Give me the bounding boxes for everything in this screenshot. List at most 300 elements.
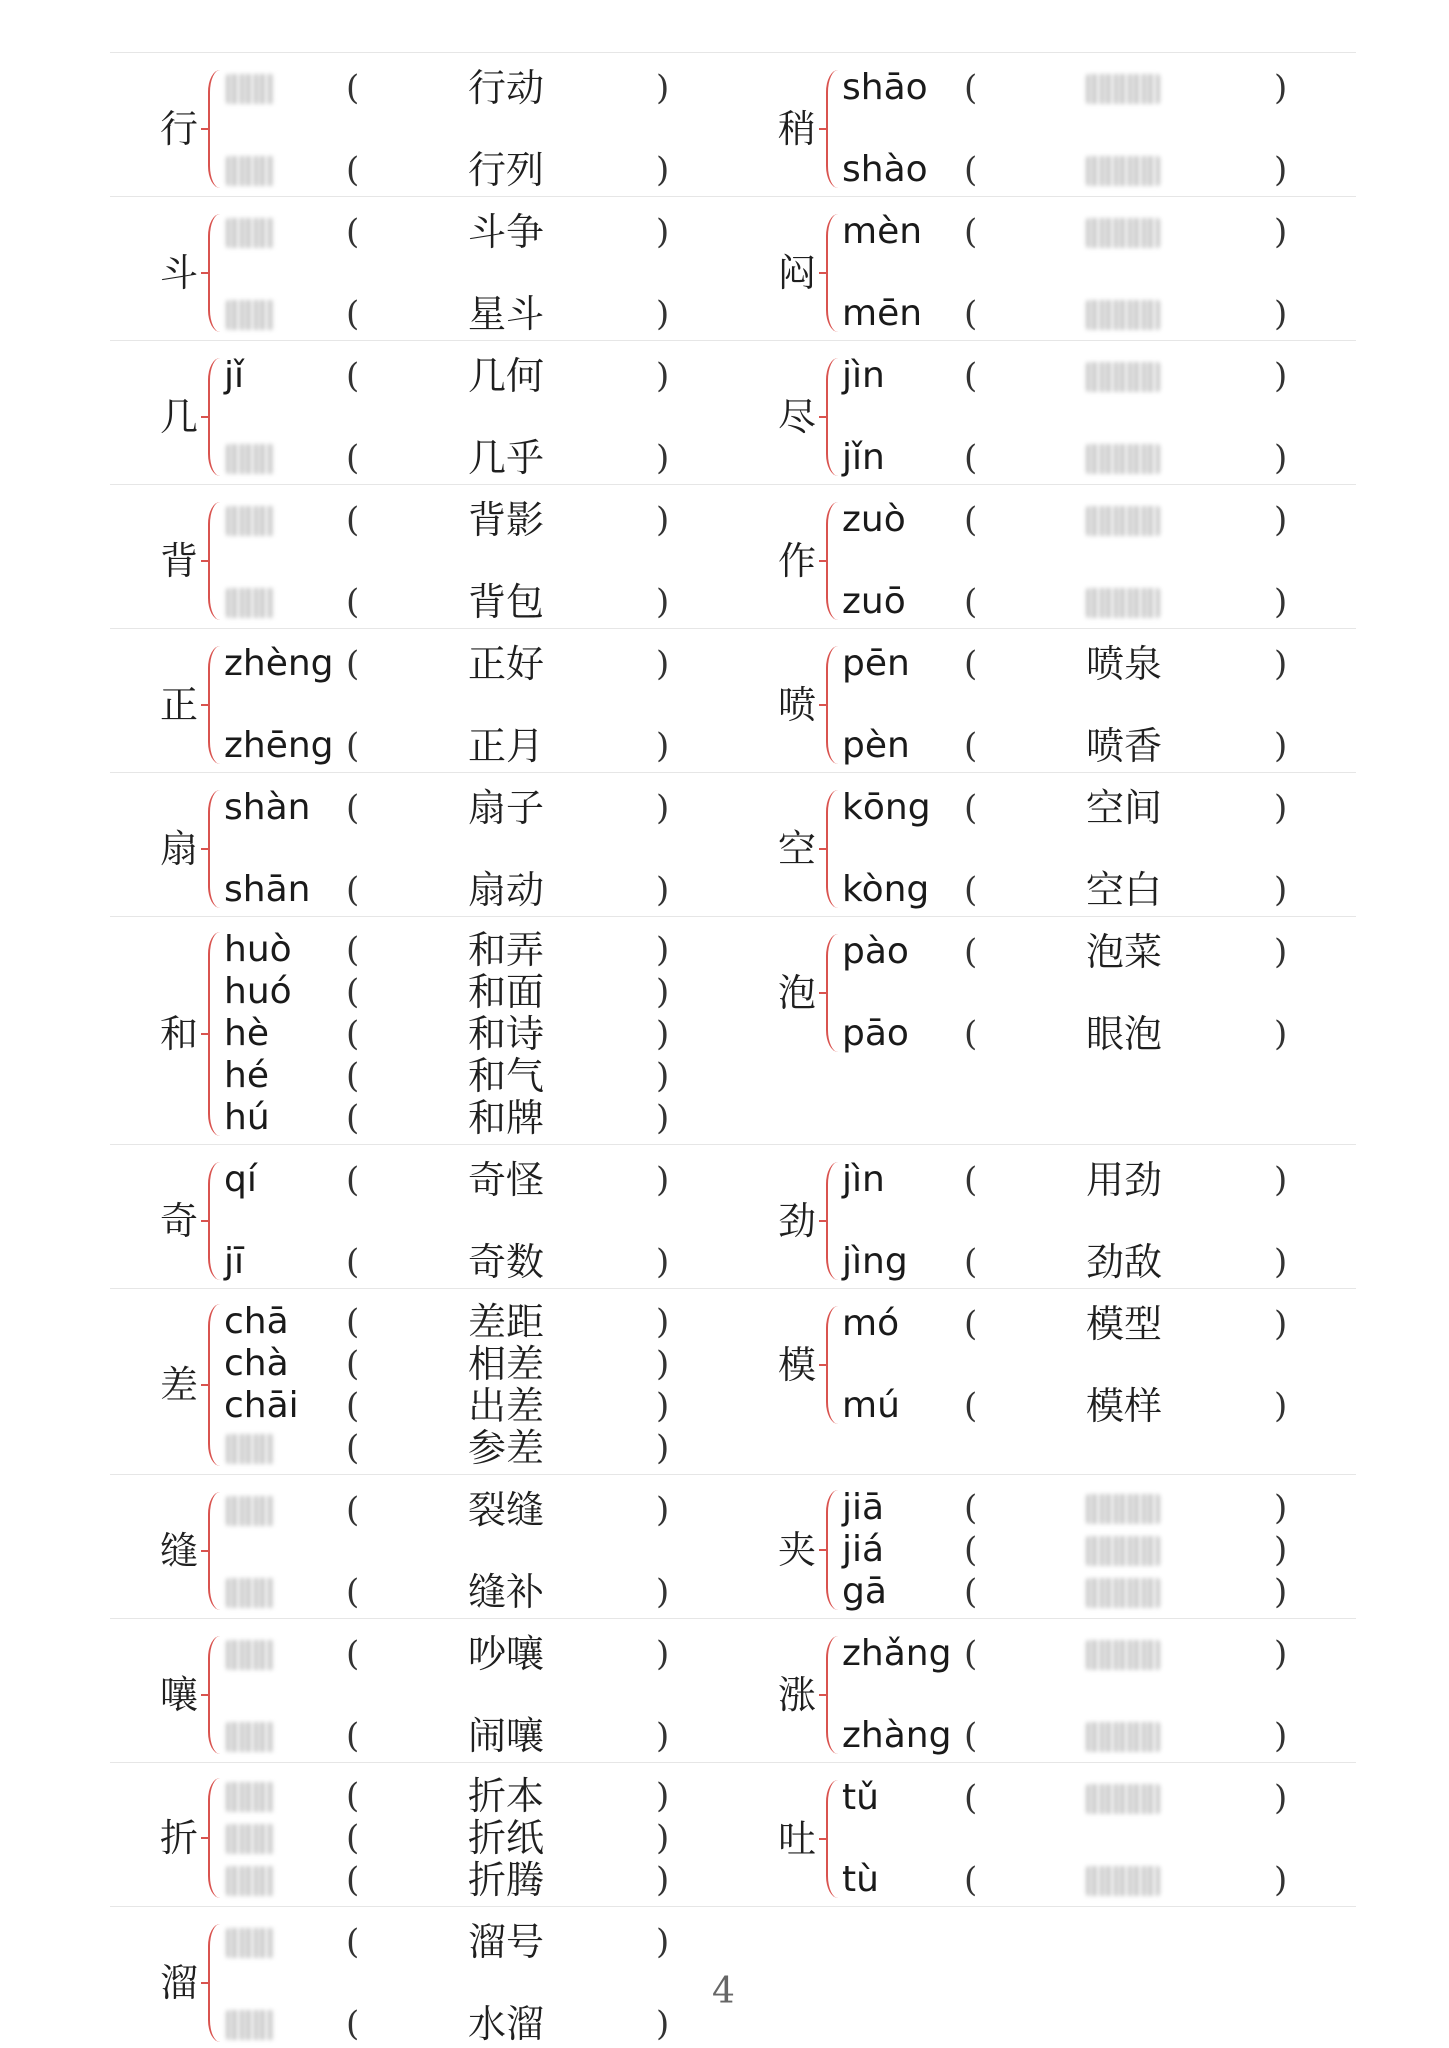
open-paren: ( [346, 582, 360, 622]
example-word: 折纸 [468, 1816, 545, 1860]
example-word: 背包 [468, 580, 545, 624]
example-word: 裂缝 [468, 1488, 545, 1532]
obscured-word [1086, 444, 1160, 474]
reading-line [842, 436, 1294, 480]
open-paren: ( [964, 870, 978, 910]
pinyin: hé [224, 1055, 269, 1096]
open-paren: ( [346, 68, 360, 108]
reading-line [842, 1384, 1294, 1428]
reading-line [842, 1528, 1294, 1572]
example-word: 溜号 [468, 1920, 545, 1964]
example-word: 劲敌 [1086, 1240, 1163, 1284]
close-paren: ) [656, 1428, 670, 1468]
example-word: 正好 [468, 642, 545, 686]
reading-line [224, 2002, 676, 2046]
close-paren: ) [1274, 1488, 1288, 1528]
open-paren: ( [964, 212, 978, 252]
reading-line [224, 1488, 676, 1532]
close-paren: ) [1274, 1778, 1288, 1818]
example-word: 水溜 [468, 2002, 545, 2046]
row-divider [110, 1618, 1356, 1619]
close-paren: ) [656, 972, 670, 1012]
red-brace-icon [826, 214, 842, 332]
close-paren: ) [656, 788, 670, 828]
close-paren: ) [656, 1098, 670, 1138]
reading-line [224, 148, 676, 192]
reading-line [224, 1158, 676, 1202]
reading-line [224, 292, 676, 336]
obscured-pinyin [226, 1640, 274, 1670]
polyphone-character: 涨 [778, 1673, 817, 1717]
open-paren: ( [346, 788, 360, 828]
example-word: 和牌 [468, 1096, 545, 1140]
open-paren: ( [964, 294, 978, 334]
red-brace-icon [208, 502, 224, 620]
open-paren: ( [346, 1572, 360, 1612]
red-brace-icon [826, 1306, 842, 1424]
polyphone-character: 泡 [778, 971, 817, 1015]
reading-line [224, 498, 676, 542]
row-divider [110, 628, 1356, 629]
open-paren: ( [346, 972, 360, 1012]
open-paren: ( [346, 1344, 360, 1384]
example-word: 眼泡 [1086, 1012, 1163, 1056]
open-paren: ( [346, 1242, 360, 1282]
example-word: 吵嚷 [468, 1632, 545, 1676]
page-number: 4 [712, 1971, 735, 2012]
red-brace-icon [826, 934, 842, 1052]
pinyin: shào [842, 149, 928, 190]
close-paren: ) [1274, 1860, 1288, 1900]
example-word: 和气 [468, 1054, 545, 1098]
reading-line [842, 1486, 1294, 1530]
reading-line [224, 1816, 676, 1860]
close-paren: ) [1274, 1572, 1288, 1612]
obscured-pinyin [226, 1866, 274, 1896]
reading-line [224, 1384, 676, 1428]
example-word: 缝补 [468, 1570, 545, 1614]
pinyin: jìn [842, 1159, 885, 1200]
example-word: 差距 [468, 1300, 545, 1344]
reading-line [842, 1714, 1294, 1758]
pinyin: tù [842, 1859, 879, 1900]
reading-line [224, 66, 676, 110]
red-brace-icon [208, 358, 224, 476]
red-brace-icon [208, 932, 224, 1136]
open-paren: ( [346, 1386, 360, 1426]
obscured-word [1086, 1866, 1160, 1896]
pinyin: zhèng [224, 643, 334, 684]
close-paren: ) [1274, 644, 1288, 684]
example-word: 折本 [468, 1774, 545, 1818]
close-paren: ) [1274, 150, 1288, 190]
pinyin: zhēng [224, 725, 334, 766]
example-word: 斗争 [468, 210, 545, 254]
open-paren: ( [964, 1530, 978, 1570]
pinyin: hú [224, 1097, 270, 1138]
open-paren: ( [346, 1776, 360, 1816]
red-brace-icon [208, 1636, 224, 1754]
obscured-pinyin [226, 444, 274, 474]
open-paren: ( [964, 1304, 978, 1344]
close-paren: ) [656, 1490, 670, 1530]
polyphone-character: 奇 [160, 1199, 199, 1243]
pinyin: huò [224, 929, 292, 970]
example-word: 正月 [468, 724, 545, 768]
obscured-pinyin [226, 588, 274, 618]
example-word: 和诗 [468, 1012, 545, 1056]
open-paren: ( [346, 1490, 360, 1530]
obscured-word [1086, 1640, 1160, 1670]
open-paren: ( [964, 1386, 978, 1426]
polyphone-character: 差 [160, 1363, 199, 1407]
example-word: 参差 [468, 1426, 545, 1470]
open-paren: ( [346, 356, 360, 396]
pinyin: pào [842, 931, 909, 972]
example-word: 用劲 [1086, 1158, 1163, 1202]
polyphone-character: 模 [778, 1343, 817, 1387]
open-paren: ( [964, 582, 978, 622]
obscured-pinyin [226, 1782, 274, 1812]
close-paren: ) [1274, 212, 1288, 252]
open-paren: ( [346, 1922, 360, 1962]
close-paren: ) [656, 582, 670, 622]
reading-line [224, 1920, 676, 1964]
red-brace-icon [208, 214, 224, 332]
obscured-pinyin [226, 1824, 274, 1854]
example-word: 喷香 [1086, 724, 1163, 768]
reading-line [224, 970, 676, 1014]
row-divider [110, 340, 1356, 341]
pinyin: kōng [842, 787, 931, 828]
reading-line [842, 1158, 1294, 1202]
reading-line [842, 1012, 1294, 1056]
open-paren: ( [346, 1860, 360, 1900]
reading-line [842, 930, 1294, 974]
pinyin: zuō [842, 581, 906, 622]
open-paren: ( [964, 788, 978, 828]
reading-line [224, 1632, 676, 1676]
close-paren: ) [656, 1572, 670, 1612]
red-brace-icon [208, 1492, 224, 1610]
polyphone-character: 行 [160, 107, 199, 151]
reading-line [224, 354, 676, 398]
open-paren: ( [346, 1014, 360, 1054]
reading-line [224, 868, 676, 912]
example-word: 几何 [468, 354, 545, 398]
pinyin: jiá [842, 1529, 885, 1570]
pinyin: zuò [842, 499, 906, 540]
open-paren: ( [964, 150, 978, 190]
red-brace-icon [826, 790, 842, 908]
polyphone-character: 吐 [778, 1817, 817, 1861]
red-brace-icon [208, 70, 224, 188]
obscured-pinyin [226, 1722, 274, 1752]
reading-line [224, 436, 676, 480]
row-divider [110, 484, 1356, 485]
pinyin: shāo [842, 67, 928, 108]
pinyin: shàn [224, 787, 311, 828]
example-word: 泡菜 [1086, 930, 1163, 974]
red-brace-icon [826, 502, 842, 620]
pinyin: zhàng [842, 1715, 952, 1756]
pinyin: jǐn [842, 437, 885, 478]
red-brace-icon [208, 1162, 224, 1280]
reading-line [224, 786, 676, 830]
obscured-pinyin [226, 1578, 274, 1608]
polyphone-character: 劲 [778, 1199, 817, 1243]
obscured-word [1086, 1578, 1160, 1608]
row-divider [110, 1144, 1356, 1145]
pinyin: shān [224, 869, 311, 910]
open-paren: ( [346, 438, 360, 478]
red-brace-icon [826, 1162, 842, 1280]
obscured-pinyin [226, 1928, 274, 1958]
polyphone-character: 空 [778, 827, 817, 871]
close-paren: ) [1274, 68, 1288, 108]
obscured-pinyin [226, 218, 274, 248]
obscured-word [1086, 1722, 1160, 1752]
polyphone-character: 几 [160, 395, 199, 439]
example-word: 几乎 [468, 436, 545, 480]
pinyin: mēn [842, 293, 923, 334]
reading-line [842, 498, 1294, 542]
close-paren: ) [1274, 1386, 1288, 1426]
close-paren: ) [1274, 1304, 1288, 1344]
obscured-word [1086, 1536, 1160, 1566]
close-paren: ) [656, 1056, 670, 1096]
open-paren: ( [346, 644, 360, 684]
reading-line [842, 148, 1294, 192]
pinyin: tǔ [842, 1777, 879, 1818]
close-paren: ) [1274, 1014, 1288, 1054]
example-word: 奇数 [468, 1240, 545, 1284]
pinyin: mèn [842, 211, 923, 252]
open-paren: ( [964, 1160, 978, 1200]
obscured-word [1086, 1494, 1160, 1524]
open-paren: ( [346, 212, 360, 252]
reading-line [842, 642, 1294, 686]
obscured-word [1086, 588, 1160, 618]
pinyin: jìn [842, 355, 885, 396]
open-paren: ( [346, 1716, 360, 1756]
reading-line [842, 786, 1294, 830]
obscured-word [1086, 218, 1160, 248]
polyphone-character: 和 [160, 1012, 199, 1056]
example-word: 和弄 [468, 928, 545, 972]
pinyin: qí [224, 1159, 257, 1200]
pinyin: chā [224, 1301, 289, 1342]
pinyin: jiā [842, 1487, 885, 1528]
open-paren: ( [964, 726, 978, 766]
red-brace-icon [826, 1636, 842, 1754]
reading-line [842, 868, 1294, 912]
red-brace-icon [208, 646, 224, 764]
close-paren: ) [1274, 788, 1288, 828]
polyphone-character: 正 [160, 683, 199, 727]
example-word: 折腾 [468, 1858, 545, 1902]
open-paren: ( [964, 932, 978, 972]
polyphone-character: 背 [160, 539, 199, 583]
obscured-word [1086, 506, 1160, 536]
example-word: 相差 [468, 1342, 545, 1386]
reading-line [842, 66, 1294, 110]
reading-line [224, 642, 676, 686]
close-paren: ) [656, 870, 670, 910]
reading-line [842, 1776, 1294, 1820]
open-paren: ( [346, 870, 360, 910]
close-paren: ) [1274, 1160, 1288, 1200]
reading-line [224, 1858, 676, 1902]
example-word: 模样 [1086, 1384, 1163, 1428]
close-paren: ) [1274, 726, 1288, 766]
red-brace-icon [208, 1778, 224, 1898]
example-word: 喷泉 [1086, 642, 1163, 686]
obscured-pinyin [226, 156, 274, 186]
example-word: 空白 [1086, 868, 1163, 912]
example-word: 扇动 [468, 868, 545, 912]
open-paren: ( [346, 2004, 360, 2044]
polyphone-character: 折 [160, 1816, 199, 1860]
reading-line [842, 292, 1294, 336]
close-paren: ) [656, 150, 670, 190]
close-paren: ) [1274, 1530, 1288, 1570]
close-paren: ) [656, 1386, 670, 1426]
example-word: 闹嚷 [468, 1714, 545, 1758]
pinyin: mú [842, 1385, 900, 1426]
close-paren: ) [1274, 870, 1288, 910]
pinyin: gā [842, 1571, 887, 1612]
reading-line [842, 724, 1294, 768]
example-word: 空间 [1086, 786, 1163, 830]
open-paren: ( [964, 1778, 978, 1818]
close-paren: ) [656, 1160, 670, 1200]
reading-line [224, 1570, 676, 1614]
polyphone-character: 嚷 [160, 1673, 199, 1717]
open-paren: ( [346, 1302, 360, 1342]
open-paren: ( [346, 500, 360, 540]
reading-line [842, 210, 1294, 254]
pinyin: pèn [842, 725, 910, 766]
example-word: 行动 [468, 66, 545, 110]
polyphone-character: 作 [778, 539, 817, 583]
row-divider [110, 1762, 1356, 1763]
close-paren: ) [656, 1776, 670, 1816]
open-paren: ( [964, 644, 978, 684]
example-word: 扇子 [468, 786, 545, 830]
red-brace-icon [826, 1780, 842, 1898]
red-brace-icon [826, 70, 842, 188]
close-paren: ) [1274, 500, 1288, 540]
close-paren: ) [656, 1242, 670, 1282]
close-paren: ) [1274, 356, 1288, 396]
open-paren: ( [964, 1242, 978, 1282]
red-brace-icon [208, 790, 224, 908]
reading-line [842, 1302, 1294, 1346]
close-paren: ) [656, 294, 670, 334]
open-paren: ( [346, 1428, 360, 1468]
pinyin: zhǎng [842, 1633, 952, 1674]
reading-line [224, 210, 676, 254]
reading-line [224, 928, 676, 972]
open-paren: ( [964, 68, 978, 108]
pinyin: huó [224, 971, 292, 1012]
obscured-word [1086, 300, 1160, 330]
pinyin: kòng [842, 869, 930, 910]
pinyin: mó [842, 1303, 900, 1344]
open-paren: ( [346, 1098, 360, 1138]
reading-line [224, 580, 676, 624]
close-paren: ) [656, 1344, 670, 1384]
open-paren: ( [346, 726, 360, 766]
row-divider [110, 196, 1356, 197]
row-divider [110, 1906, 1356, 1907]
polyphone-character: 溜 [160, 1961, 199, 2005]
close-paren: ) [656, 1716, 670, 1756]
obscured-word [1086, 1784, 1160, 1814]
close-paren: ) [1274, 582, 1288, 622]
close-paren: ) [1274, 294, 1288, 334]
red-brace-icon [826, 358, 842, 476]
obscured-pinyin [226, 2010, 274, 2040]
row-divider [110, 1474, 1356, 1475]
example-word: 出差 [468, 1384, 545, 1428]
pinyin: chà [224, 1343, 289, 1384]
open-paren: ( [964, 1634, 978, 1674]
close-paren: ) [656, 68, 670, 108]
reading-line [842, 1632, 1294, 1676]
obscured-pinyin [226, 506, 274, 536]
close-paren: ) [656, 1860, 670, 1900]
open-paren: ( [346, 1056, 360, 1096]
close-paren: ) [656, 1014, 670, 1054]
obscured-pinyin [226, 300, 274, 330]
reading-line [842, 354, 1294, 398]
red-brace-icon [208, 1924, 224, 2042]
close-paren: ) [656, 438, 670, 478]
example-word: 行列 [468, 148, 545, 192]
red-brace-icon [826, 646, 842, 764]
pinyin: chāi [224, 1385, 299, 1426]
example-word: 星斗 [468, 292, 545, 336]
example-word: 背影 [468, 498, 545, 542]
red-brace-icon [826, 1490, 842, 1610]
obscured-pinyin [226, 1496, 274, 1526]
polyphone-character: 扇 [160, 827, 199, 871]
obscured-pinyin [226, 1434, 274, 1464]
open-paren: ( [964, 356, 978, 396]
reading-line [842, 580, 1294, 624]
example-word: 和面 [468, 970, 545, 1014]
close-paren: ) [656, 356, 670, 396]
polyphone-character: 缝 [160, 1529, 199, 1573]
open-paren: ( [964, 500, 978, 540]
close-paren: ) [656, 2004, 670, 2044]
open-paren: ( [346, 1818, 360, 1858]
reading-line [224, 1774, 676, 1818]
pinyin: jìng [842, 1241, 908, 1282]
close-paren: ) [1274, 438, 1288, 478]
polyphone-character: 稍 [778, 107, 817, 151]
row-divider [110, 52, 1356, 53]
close-paren: ) [1274, 1634, 1288, 1674]
close-paren: ) [656, 1634, 670, 1674]
row-divider [110, 1288, 1356, 1289]
reading-line [842, 1570, 1294, 1614]
close-paren: ) [656, 500, 670, 540]
example-word: 模型 [1086, 1302, 1163, 1346]
close-paren: ) [1274, 1242, 1288, 1282]
